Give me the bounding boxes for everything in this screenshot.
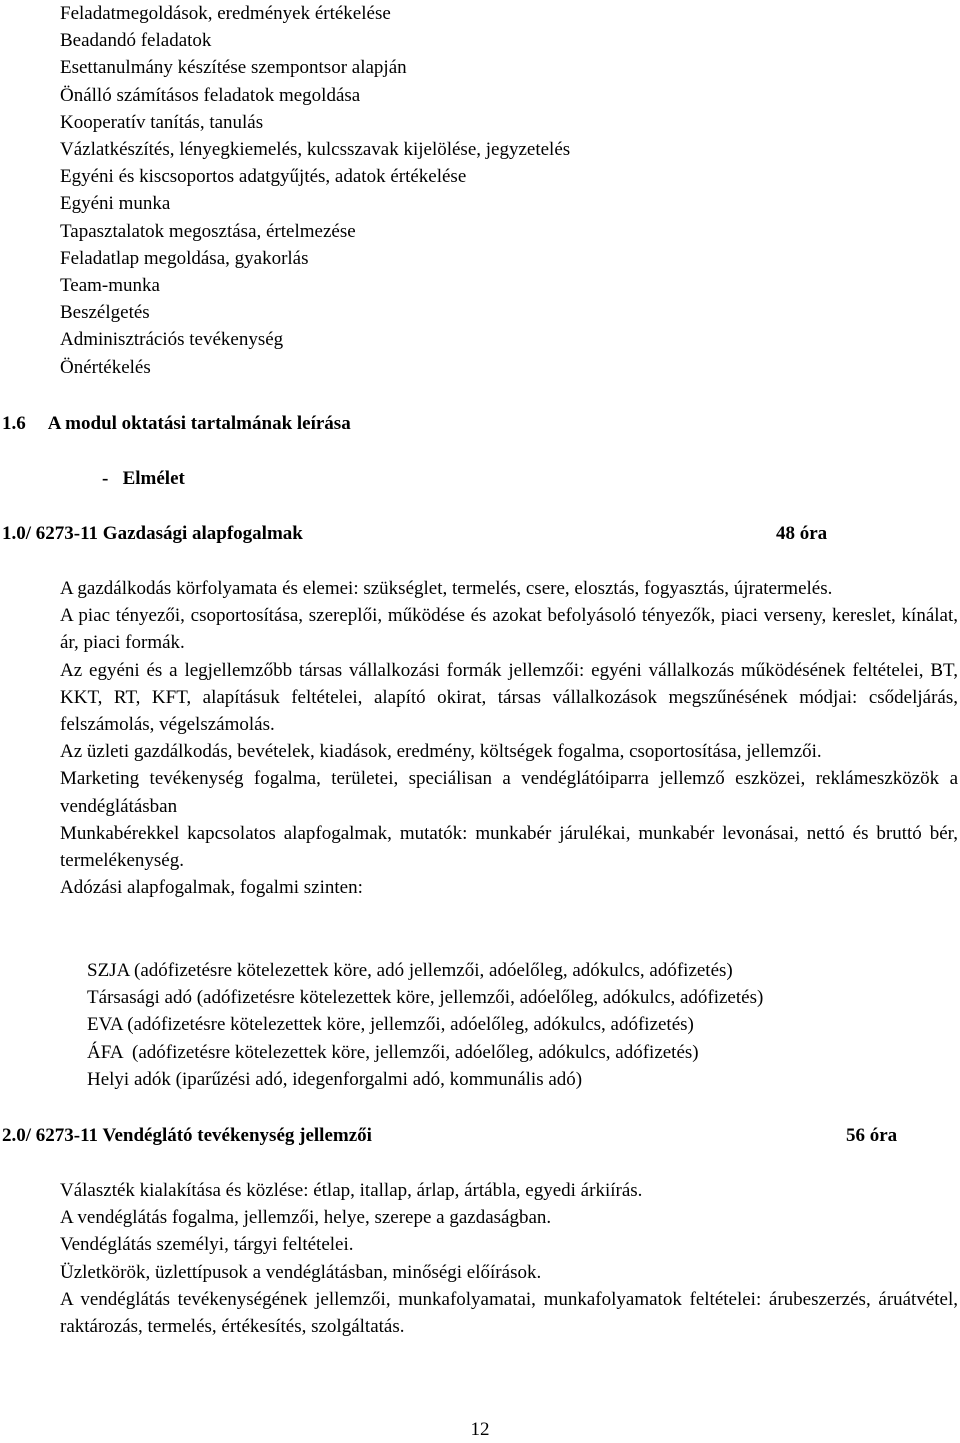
section-title: A modul oktatási tartalmának leírása xyxy=(47,413,351,434)
paragraph: Üzletkörök, üzlettípusok a vendéglátásban, minőségi előírások. xyxy=(60,1261,542,1283)
paragraph: Választék kialakítása és közlése: étlap, itallap, árlap, ártábla, egyedi árkiírás. xyxy=(60,1180,643,1201)
list-item: Feladatmegoldások, eredmények értékelése xyxy=(60,3,391,24)
topic1-hours: 48 óra xyxy=(776,523,828,544)
list-item: SZJA (adófizetésre kötelezettek köre, adó jellemzői, adóelőleg, adókulcs, adófizetés) xyxy=(87,960,733,981)
topic2-body xyxy=(60,1177,958,1340)
list-item: Egyéni és kiscsoportos adatgyűjtés, adatok értékelése xyxy=(60,166,467,188)
paragraph: A gazdálkodás körfolyamata és elemei: szükséglet, termelés, csere, elosztás, fogyasztás, újratermelés. xyxy=(60,578,833,599)
tax-list xyxy=(87,957,947,1093)
list-item: Team-munka xyxy=(60,275,160,297)
paragraph: Munkabérekkel kapcsolatos alapfogalmak, mutatók: munkabér járulékai, munkabér levonásai, nettó és bruttó bér, termelékenység. xyxy=(60,822,958,872)
paragraph: Az egyéni és a legjellemzőbb társas vállalkozási formák jellemzői: egyéni vállalkozás működésének feltételei, BT, KKT, RT, KFT, alapításuk feltételei, alapító okirat, társas vállalkozások megszűnésének módjai: csődeljárás, felszámolás, végelszámolás. xyxy=(60,659,958,736)
section-heading xyxy=(2,410,351,437)
paragraph: Az üzleti gazdálkodás, bevételek, kiadások, eredmény, költségek fogalma, csoportosítása, jellemzői. xyxy=(60,741,822,763)
page-number: 12 xyxy=(470,1419,490,1440)
list-item: Helyi adók (iparűzési adó, idegenforgalmi adó, kommunális adó) xyxy=(87,1068,583,1090)
list-item: Adminisztrációs tevékenység xyxy=(60,329,284,351)
list-item: Beadandó feladatok xyxy=(60,30,212,52)
list-item: ÁFA (adófizetésre kötelezettek köre, jellemzői, adóelőleg, adókulcs, adófizetés) xyxy=(87,1041,699,1063)
methods-list xyxy=(60,0,958,381)
list-item: Vázlatkészítés, lényegkiemelés, kulcsszavak kijelölése, jegyzetelés xyxy=(60,139,571,161)
list-item: Önértékelés xyxy=(60,356,151,378)
subsection-heading: - Elmélet xyxy=(102,468,185,489)
list-item: Feladatlap megoldása, gyakorlás xyxy=(60,247,309,269)
topic2-hours: 56 óra xyxy=(846,1125,898,1146)
paragraph: Vendéglátás személyi, tárgyi feltételei. xyxy=(60,1234,354,1256)
topic1-body xyxy=(60,575,958,901)
paragraph: A piac tényezői, csoportosítása, szereplői, működése és azokat befolyásoló tényezők, piaci verseny, kereslet, kínálat, ár, piaci formák. xyxy=(60,605,958,654)
topic2-title: 2.0/ 6273-11 Vendéglátó tevékenység jellemzői xyxy=(2,1125,372,1146)
list-item: EVA (adófizetésre kötelezettek köre, jellemzői, adóelőleg, adókulcs, adófizetés) xyxy=(87,1014,694,1036)
list-item: Társasági adó (adófizetésre kötelezettek köre, jellemzői, adóelőleg, adókulcs, adófizetés) xyxy=(87,987,764,1009)
paragraph: A vendéglátás fogalma, jellemzői, helye, szerepe a gazdaságban. xyxy=(60,1207,552,1229)
list-item: Kooperatív tanítás, tanulás xyxy=(60,111,264,133)
topic1-title: 1.0/ 6273-11 Gazdasági alapfogalmak xyxy=(2,523,303,544)
list-item: Önálló számításos feladatok megoldása xyxy=(60,84,361,106)
list-item: Tapasztalatok megosztása, értelmezése xyxy=(60,220,356,242)
list-item: Esettanulmány készítése szempontsor alapján xyxy=(60,57,407,79)
paragraph: Adózási alapfogalmak, fogalmi szinten: xyxy=(60,877,363,899)
list-item: Beszélgetés xyxy=(60,302,150,324)
paragraph: A vendéglátás tevékenységének jellemzői, munkafolyamatai, munkafolyamatok feltételei: árubeszerzés, áruátvétel, raktározás, termelés, értékesítés, szolgáltatás. xyxy=(60,1288,958,1338)
paragraph: Marketing tevékenység fogalma, területei, speciálisan a vendéglátóiparra jellemző eszközei, reklámeszközök a vendéglátásban xyxy=(60,768,958,817)
section-number: 1.6 xyxy=(2,413,26,434)
list-item: Egyéni munka xyxy=(60,193,171,215)
